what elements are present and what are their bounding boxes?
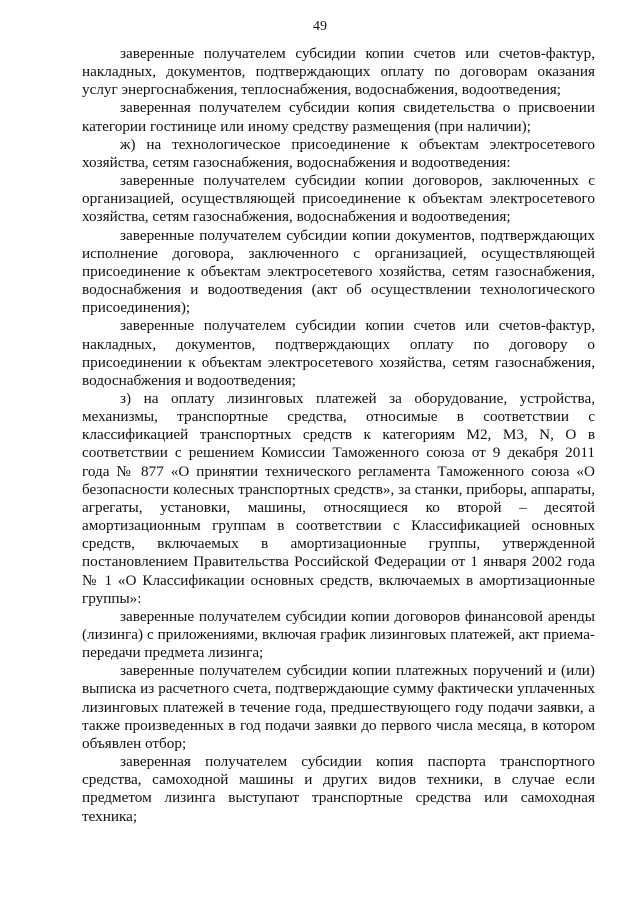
- paragraph-vehicle-passport: заверенная получателем субсидии копия паспорта транспортного средства, самоходной машины и других видов техники, в случае если предметом лизинга выступают транспортные средства или самоходная техника;: [82, 753, 595, 825]
- paragraph-invoices-utilities: заверенные получателем субсидии копии счетов или счетов-фактур, накладных, документов, подтверждающих оплату по договорам оказания услуг энергоснабжения, теплоснабжения, водоснабжения, водоотведения;: [82, 45, 595, 99]
- document-body: [82, 45, 595, 826]
- paragraph-leasing-contracts: заверенные получателем субсидии копии договоров финансовой аренды (лизинга) с приложениями, включая график лизинговых платежей, акт приема-передачи предмета лизинга;: [82, 607, 595, 662]
- paragraph-connection-invoices: заверенные получателем субсидии копии счетов или счетов-фактур, накладных, документов, подтверждающих оплату по договору о присоединении к объектам электросетевого хозяйства, сетям газоснабжения, водоснабжения и водоотведения;: [82, 317, 595, 389]
- paragraph-connection-execution-documents: заверенные получателем субсидии копии документов, подтверждающих исполнение договора, заключенного с организацией, осуществляющей присоединение к объектам электросетевого хозяйства, сетям газоснабжения, водоснабжения и водоотведения (акт об осуществлении технологического присоединения);: [82, 226, 595, 317]
- paragraph-item-zh-technological-connection: ж) на технологическое присоединение к объектам электросетевого хозяйства, сетям газоснабжения, водоснабжения и водоотведения:: [82, 135, 595, 171]
- paragraph-payment-orders: заверенные получателем субсидии копии платежных поручений и (или) выписка из расчетного счета, подтверждающие сумму фактически уплаченных лизинговых платежей в течение года, предшествующего году подачи заявки, а также произведенных в год подачи заявки до первого числа месяца, в котором объявлен отбор;: [82, 662, 595, 752]
- paragraph-hotel-category-certificate: заверенная получателем субсидии копия свидетельства о присвоении категории гостинице или иному средству размещения (при наличии);: [82, 99, 595, 135]
- paragraph-connection-contracts: заверенные получателем субсидии копии договоров, заключенных с организацией, осуществляющей присоединение к объектам электросетевого хозяйства, сетям газоснабжения, водоснабжения и водоотведения;: [82, 172, 595, 226]
- page-number: 49: [313, 19, 327, 34]
- paragraph-item-z-leasing-payments: з) на оплату лизинговых платежей за оборудование, устройства, механизмы, транспортные средства, относимые в соответствии с классификацией транспортных средств к категориям М2, М3, N, О в соответствии с решением Комиссии Таможенного союза от 9 декабря 2011 года № 877 «О принятии технического регламента Таможенного союза «О безопасности колесных транспортных средств», за станки, приборы, аппараты, агрегаты, установки, машины, относящиеся ко второй – десятой амортизационным группам в соответствии с Классификацией основных средств, включаемых в амортизационные группы, утвержденной постановлением Правительства Российской Федерации от 1 января 2002 года № 1 «О Классификации основных средств, включаемых в амортизационные группы»:: [82, 389, 595, 607]
